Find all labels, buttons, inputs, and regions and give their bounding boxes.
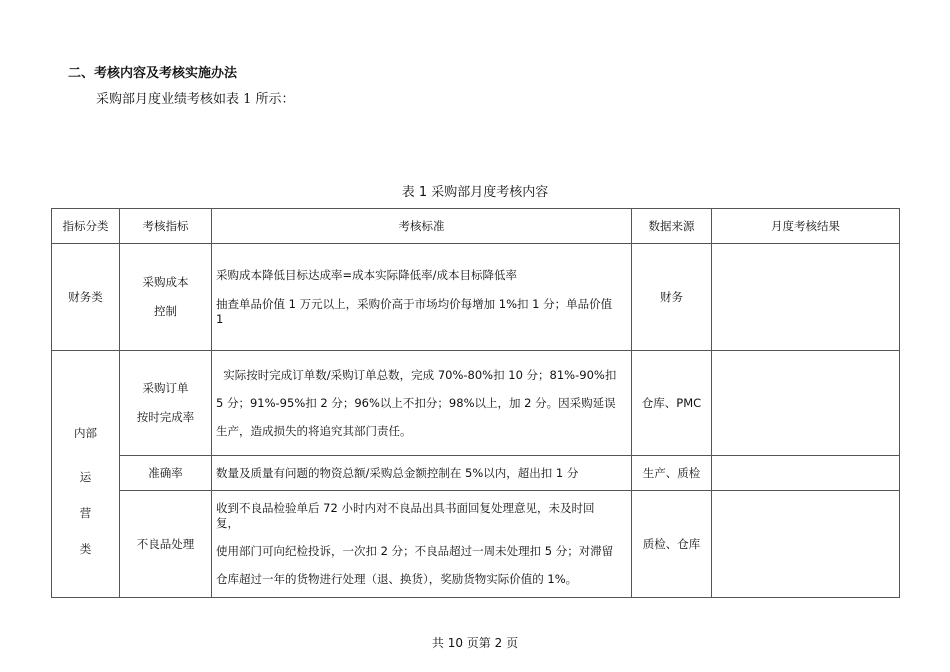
category-operations bbox=[52, 351, 120, 598]
line-gap bbox=[216, 531, 627, 544]
result-defect-handling bbox=[712, 491, 900, 598]
table-row-defects bbox=[52, 491, 900, 598]
line-gap bbox=[216, 283, 627, 297]
category-char: 内部 bbox=[74, 426, 97, 440]
standard-line: 使用部门可向纪检投诉，一次扣 2 分；不良品超过一周未处理扣 5 分；对滞留 bbox=[216, 544, 614, 558]
result-on-time-rate bbox=[712, 351, 900, 456]
header-result: 月度考核结果 bbox=[712, 209, 900, 244]
table-title: 表 1 采购部月度考核内容 bbox=[401, 185, 549, 200]
standard-line: 5 分；91%-95%扣 2 分；96%以上不扣分；98%以上，加 2 分。因采购延误 bbox=[216, 395, 616, 410]
standard-accuracy bbox=[212, 456, 632, 491]
standard-line: 抽查单品价值 1 万元以上，采购价高于市场均价每增加 1%扣 1 分；单品价值 bbox=[216, 296, 613, 311]
page-footer: 共 10 页第 2 页 bbox=[431, 636, 519, 650]
standard-line: 采购成本降低目标达成率=成本实际降低率/成本目标降低率 bbox=[216, 267, 518, 282]
indicator-line: 采购成本 bbox=[142, 275, 189, 289]
line-gap bbox=[56, 485, 115, 505]
header-source: 数据来源 bbox=[632, 209, 712, 244]
intro-text: 采购部月度业绩考核如表 1 所示： bbox=[96, 92, 295, 107]
indicator-accuracy: 准确率 bbox=[120, 456, 212, 491]
line-gap bbox=[216, 383, 627, 396]
standard-line: 仓库超过一年的货物进行处理（退、换货），奖励货物实际价值的 1%。 bbox=[216, 572, 578, 586]
source-finance: 财务 bbox=[632, 244, 712, 351]
indicator-on-time-rate bbox=[120, 351, 212, 456]
indicator-defect-handling: 不良品处理 bbox=[120, 491, 212, 598]
source-accuracy: 生产、质检 bbox=[632, 456, 712, 491]
result-finance bbox=[712, 244, 900, 351]
source-defect-handling: 质检、仓库 bbox=[632, 491, 712, 598]
indicator-cost-control bbox=[120, 244, 212, 351]
standard-cost-control bbox=[212, 244, 632, 351]
category-finance: 财务类 bbox=[52, 244, 120, 351]
table-row-on-time bbox=[52, 351, 900, 456]
header-standard: 考核标准 bbox=[212, 209, 632, 244]
line-gap bbox=[124, 290, 207, 304]
standard-line: 收到不良品检验单后 72 小时内对不良品出具书面回复处理意见，未及时回 bbox=[216, 501, 595, 515]
category-char: 类 bbox=[79, 542, 92, 556]
header-category: 指标分类 bbox=[52, 209, 120, 244]
line-gap bbox=[216, 559, 627, 572]
standard-line: 实际按时完成订单数/采购订单总数，完成 70%-80%扣 10 分；81%-90%扣 bbox=[216, 367, 617, 382]
line-gap bbox=[124, 396, 207, 410]
section-heading: 二、考核内容及考核实施办法 bbox=[68, 66, 238, 81]
indicator-line: 按时完成率 bbox=[136, 410, 195, 424]
standard-line: 1 bbox=[216, 311, 224, 326]
standard-defect-handling bbox=[212, 491, 632, 598]
indicator-line: 控制 bbox=[154, 304, 177, 318]
header-indicator: 考核指标 bbox=[120, 209, 212, 244]
indicator-line: 采购订单 bbox=[142, 381, 189, 395]
table-row-accuracy bbox=[52, 456, 900, 491]
line-gap bbox=[56, 521, 115, 541]
table-row-finance bbox=[52, 244, 900, 351]
standard-line: 生产，造成损失的将追究其部门责任。 bbox=[216, 423, 412, 438]
standard-line: 复， bbox=[216, 516, 239, 530]
source-on-time-rate: 仓库、PMC bbox=[632, 351, 712, 456]
line-gap bbox=[56, 441, 115, 469]
category-char: 营 bbox=[79, 506, 92, 520]
result-accuracy bbox=[712, 456, 900, 491]
standard-on-time-rate bbox=[212, 351, 632, 456]
table-header-row bbox=[52, 209, 900, 244]
category-char: 运 bbox=[79, 470, 92, 484]
line-gap bbox=[216, 411, 627, 424]
standard-line: 数量及质量有问题的物资总额/采购总金额控制在 5%以内，超出扣 1 分 bbox=[216, 465, 579, 480]
kpi-table bbox=[51, 208, 900, 598]
